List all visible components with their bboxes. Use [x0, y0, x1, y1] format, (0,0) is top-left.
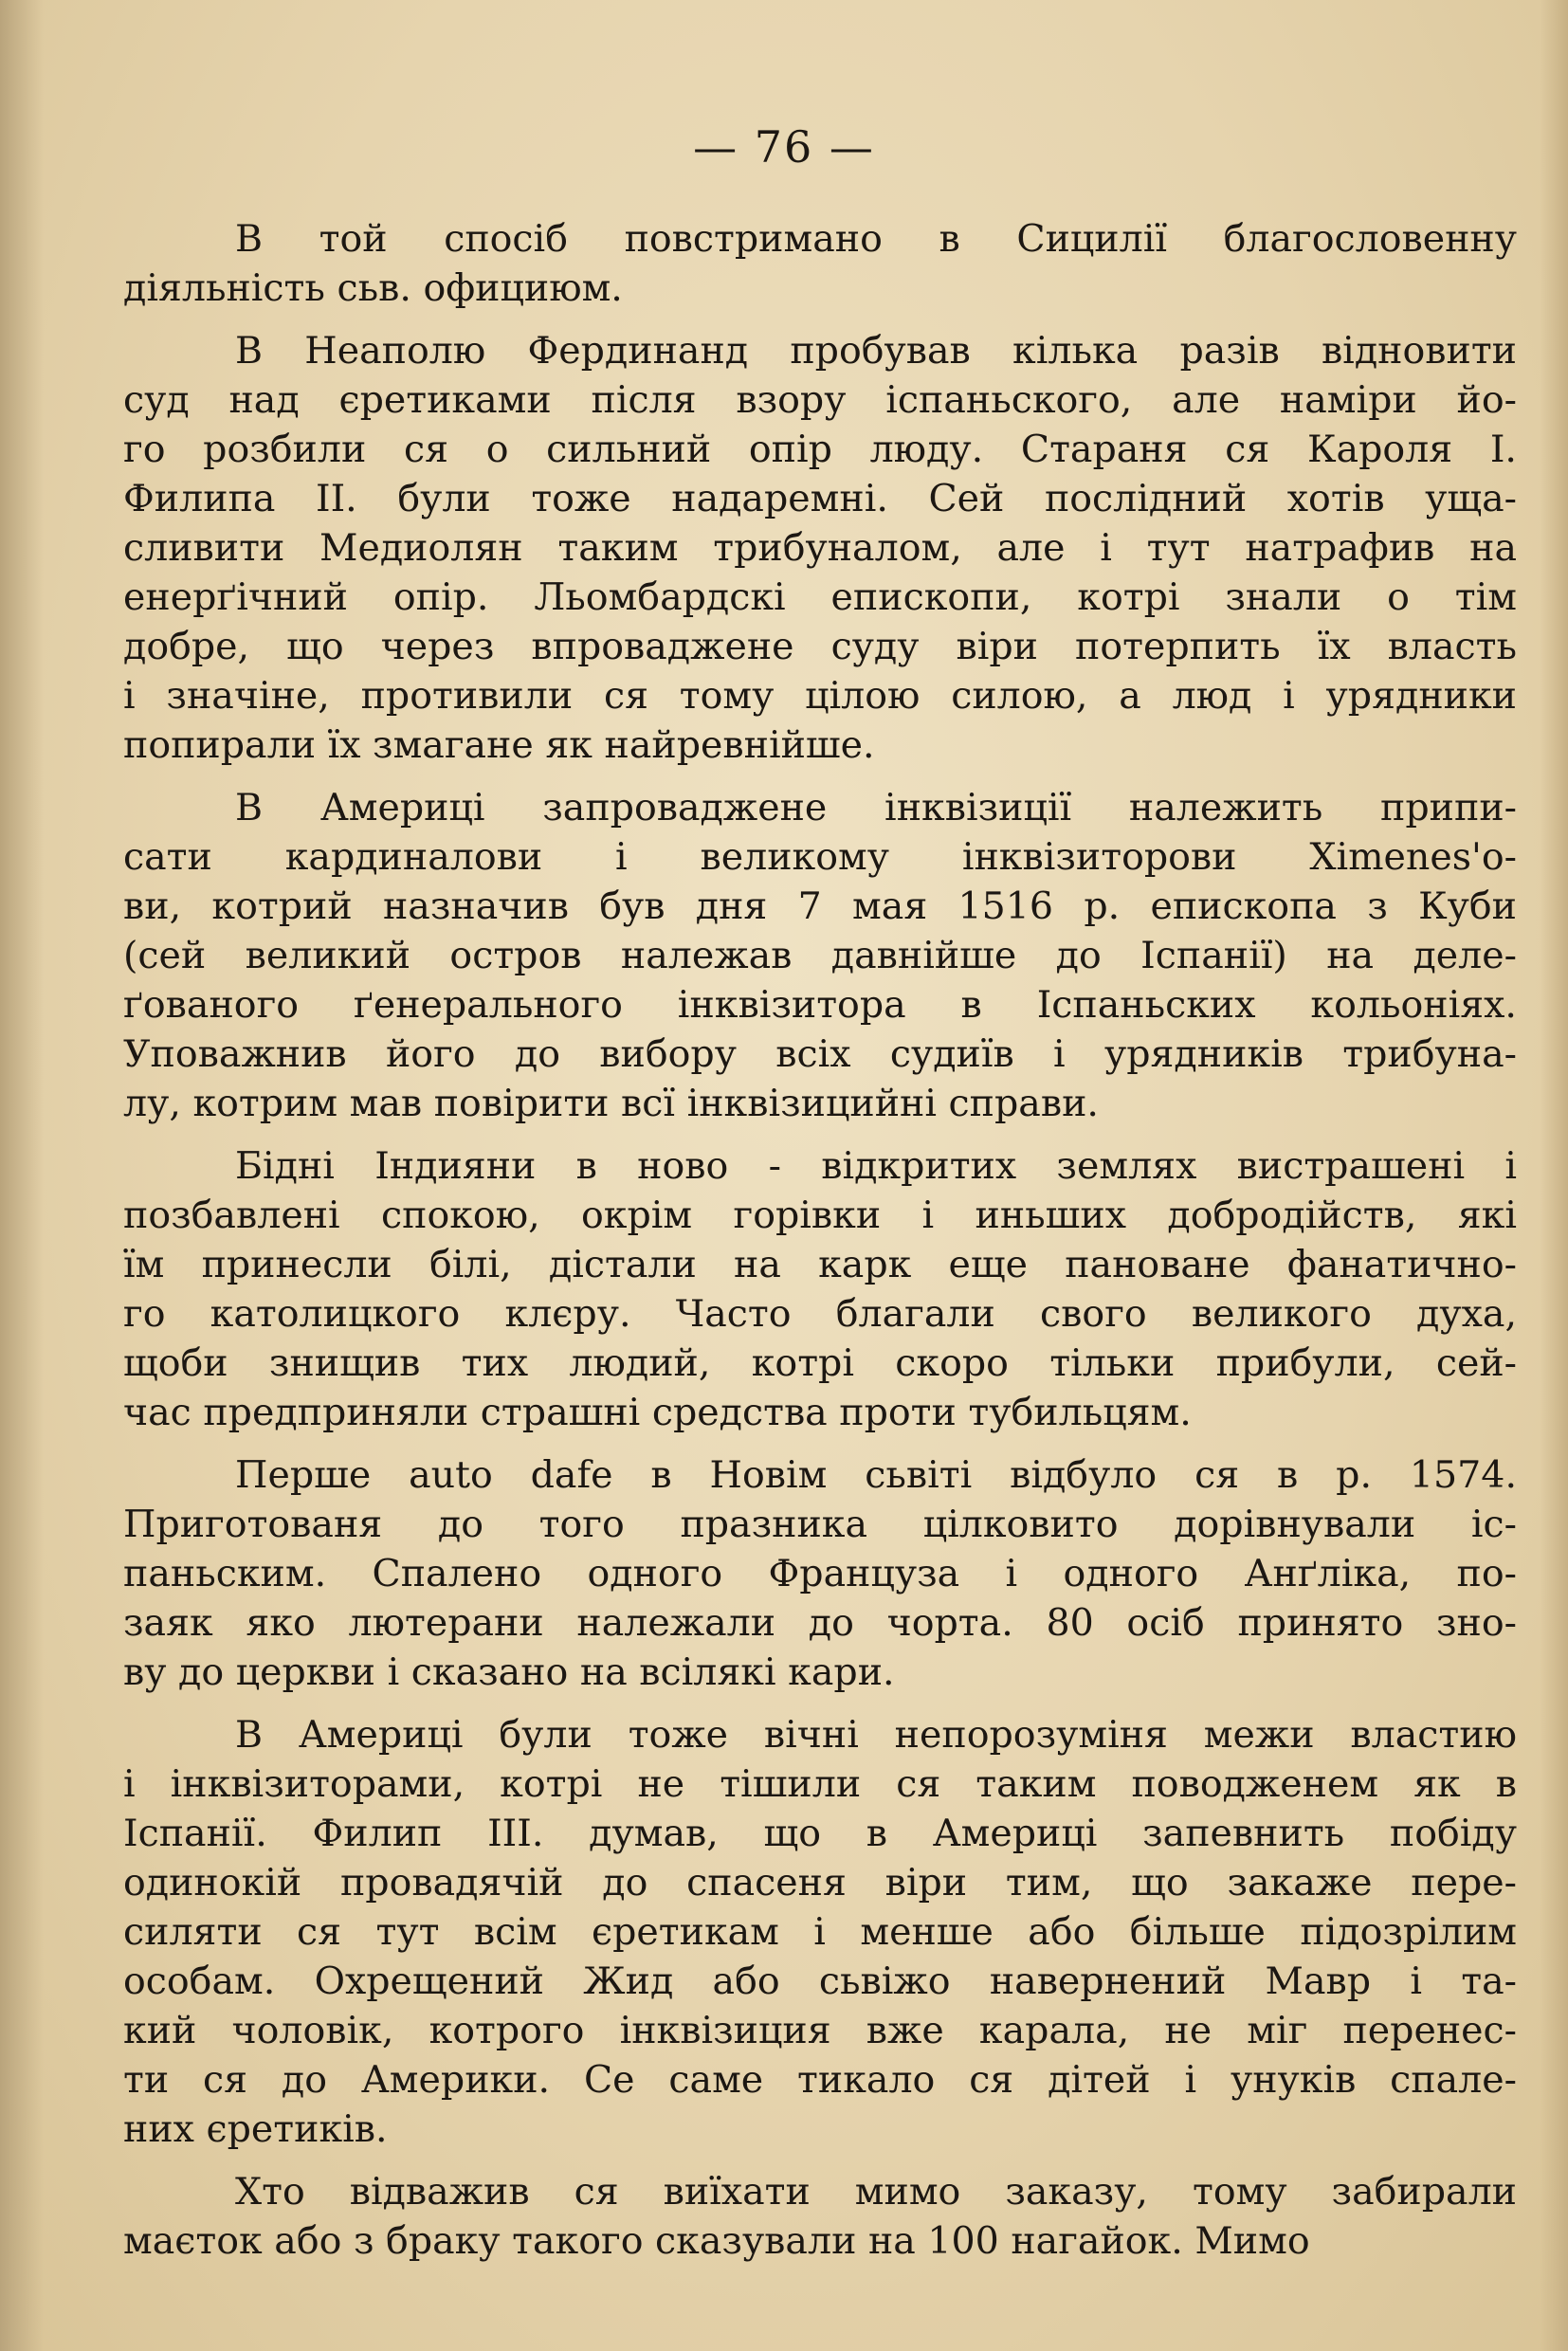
text-line: ву до церкви і сказано на всілякі кари. — [123, 1650, 895, 1694]
text-line: В Америці запроваджене інквізиції належить припи- — [235, 786, 1517, 829]
text-line: Филипа ІІ. були тоже надаремні. Сей послідний хотів ущa- — [123, 477, 1517, 520]
text-line: Уповажнив його до вибору всіх судиїв і урядників трибуна- — [123, 1032, 1517, 1076]
text-line: їм принесли білі, дістали на карк еще пановане фанатично- — [123, 1243, 1517, 1286]
text-line: заяк яко лютерани належали до чорта. 80 осіб принято зно- — [123, 1601, 1517, 1645]
text-line: суд над єретиками після взору іспаньского, але наміри йо- — [123, 378, 1517, 422]
paragraph — [123, 1141, 1517, 1437]
text-line: діяльність сьв. официюм. — [123, 266, 623, 310]
text-line: кий чоловік, котрого інквізиция вже карала, не міг перенес- — [123, 2009, 1517, 2052]
text-line: Хто відважив ся виїхати мимо заказу, тому забирали — [235, 2170, 1517, 2214]
text-line: сливити Медиолян таким трибуналом, але і тут натрафив на — [123, 526, 1517, 570]
text-line: особам. Охрещений Жид або сьвіжо навернений Мавр і та- — [123, 1959, 1517, 2003]
text-line: Бідні Індияни в ново - відкритих землях вистрашені і — [235, 1144, 1517, 1188]
paragraph — [123, 2167, 1517, 2266]
paragraph — [123, 1710, 1517, 2154]
text-line: маєток або з браку такого сказували на 100 нагайок. Мимо — [123, 2219, 1310, 2263]
text-line: го розбили ся о сильний опір люду. Стараня ся Кароля І. — [123, 428, 1517, 471]
text-line: В той спосіб повстримано в Сицилії благословенну — [235, 217, 1517, 261]
text-line: добре, що через впроваджене суду віри потерпить їх власть — [123, 625, 1517, 668]
text-line: В Америці були тоже вічні непорозуміня межи властию — [235, 1713, 1517, 1757]
text-line: ви, котрий назначив був дня 7 мая 1516 р. епископа з Куби — [123, 884, 1517, 928]
paragraph — [123, 783, 1517, 1128]
body-text — [123, 214, 1517, 2279]
text-line: Іспанії. Филип III. думав, що в Америці запевнить побіду — [123, 1812, 1517, 1855]
text-line: В Неаполю Фердинанд пробував кілька разів відновити — [235, 329, 1517, 373]
text-line: паньским. Спалено одного Француза і одного Анґліка, по- — [123, 1552, 1517, 1595]
text-line: лу, котрим мав повірити всї інквізицийні справи. — [123, 1082, 1099, 1125]
text-line: Перше auto dafe в Новім сьвіті відбуло ся в р. 1574. — [235, 1453, 1517, 1497]
paragraph — [123, 214, 1517, 313]
text-line: попирали їх змагане як найревнійше. — [123, 723, 875, 767]
text-line: ґованого ґенерального інквізитора в Іспаньских кольоніях. — [123, 983, 1517, 1027]
paragraph — [123, 326, 1517, 770]
text-line: енерґічний опір. Льомбардскі епископи, котрі знали о тім — [123, 575, 1517, 619]
text-line: (сей великий остров належав давнійше до Іспанії) на деле- — [123, 934, 1517, 977]
text-line: позбавлені спокою, окрім горівки і иньших добродійств, які — [123, 1194, 1517, 1237]
text-line: ти ся до Америки. Се саме тикало ся дітей і унуків спале- — [123, 2058, 1517, 2102]
text-line: і інквізиторами, котрі не тішили ся таким поводженем як в — [123, 1762, 1517, 1806]
text-line: го католицкого клєру. Часто благали свого великого духа, — [123, 1292, 1517, 1336]
text-line: них єретиків. — [123, 2107, 388, 2151]
text-line: час предприняли страшні средства проти тубильцям. — [123, 1391, 1192, 1434]
text-line: і значіне, противили ся тому цілою силою, а люд і урядники — [123, 674, 1517, 718]
text-line: сати кардиналови і великому інквізиторови Ximenes'o- — [123, 835, 1517, 879]
text-line: Приготованя до того празника цілковито дорівнували іс- — [123, 1503, 1517, 1546]
text-line: силяти ся тут всім єретикам і менше або більше підозрілим — [123, 1910, 1517, 1954]
text-line: одинокій провадячій до спасеня віри тим, що закаже пере- — [123, 1861, 1517, 1904]
text-line: щоби знищив тих людий, котрі скоро тільки прибули, сей- — [123, 1341, 1517, 1385]
page-number: — 76 — — [693, 121, 875, 173]
paragraph — [123, 1450, 1517, 1697]
